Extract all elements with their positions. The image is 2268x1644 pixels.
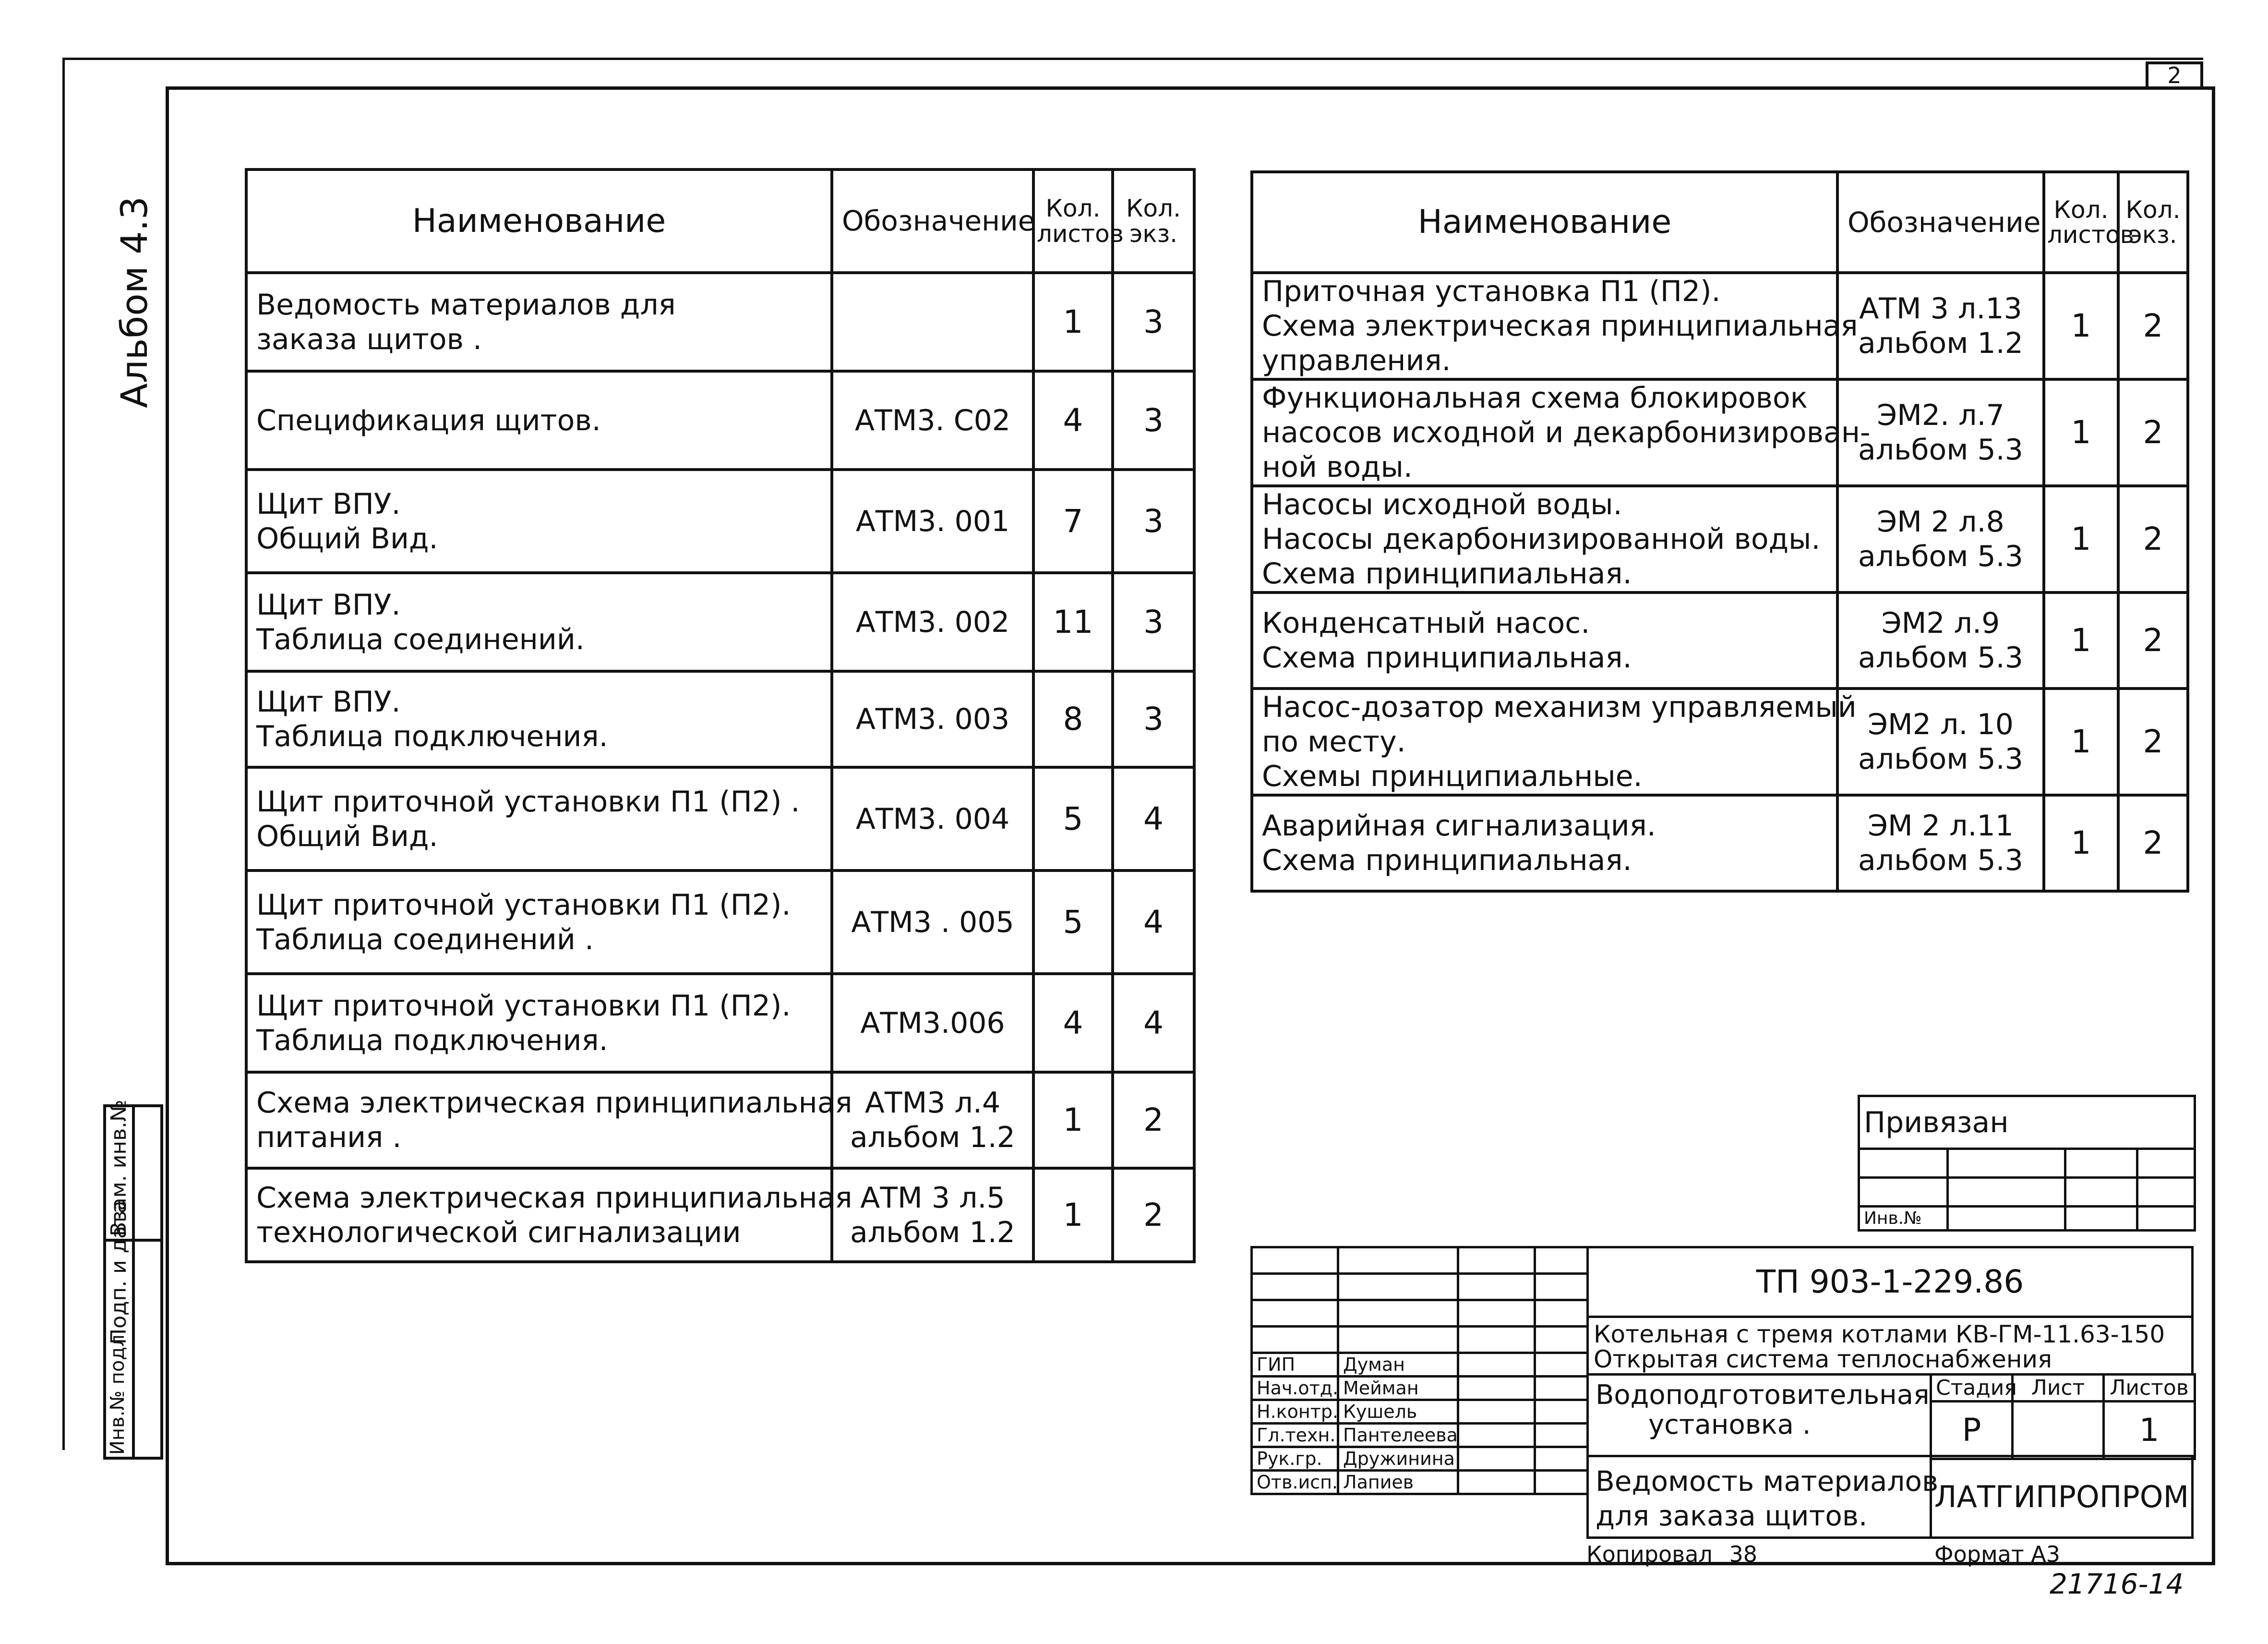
row-sheets: 1	[2044, 379, 2118, 486]
row-name-line: Таблица соединений.	[256, 622, 585, 656]
people-name: Мейман	[1338, 1377, 1458, 1400]
row-name	[246, 470, 832, 573]
doc-code-cell	[1586, 1246, 2194, 1318]
sheet-number: 2	[2167, 62, 2182, 88]
left-margin-line	[62, 58, 65, 1450]
row-copies: 3	[1113, 273, 1194, 371]
row-copies: 3	[1113, 470, 1194, 573]
right-col-sheets: Кол. листов	[2044, 172, 2118, 273]
left-col-code: Обозначение	[832, 169, 1033, 273]
stage-grid	[1930, 1373, 2196, 1460]
sheet-title-cell	[1586, 1455, 1939, 1539]
row-copies: 4	[1113, 767, 1194, 870]
row-code-line: АТМ3. 003	[855, 702, 1010, 736]
left-materials-table	[245, 168, 1196, 1263]
row-name-line: Схема принципиальная.	[1262, 641, 1632, 675]
row-code-line: АТМ3 . 005	[851, 905, 1014, 939]
row-sheets: 5	[1033, 767, 1113, 870]
row-name-line: Конденсатный насос.	[1262, 606, 1590, 640]
table-row	[246, 767, 1194, 870]
people-row	[1252, 1424, 1588, 1447]
row-code-line: ЭМ2 л.9	[1881, 606, 2000, 640]
album-label	[113, 196, 156, 408]
row-copies: 2	[1113, 1168, 1194, 1262]
row-code	[832, 1072, 1033, 1168]
row-code-line: АТМ3.006	[860, 1006, 1005, 1040]
row-name-line: Таблица соединений .	[256, 922, 594, 956]
row-code-line: ЭМ2 л. 10	[1868, 708, 2014, 741]
stage-label: Стадия	[1931, 1375, 2013, 1402]
people-signature	[1458, 1353, 1535, 1377]
row-code	[832, 870, 1033, 974]
project-cell	[1586, 1316, 2194, 1376]
row-name-line: Насосы декарбонизированной воды.	[1262, 522, 1821, 556]
row-copies: 2	[2118, 273, 2188, 379]
row-code-line: альбом 1.2	[850, 1121, 1015, 1154]
people-row	[1252, 1471, 1588, 1494]
row-name	[246, 573, 832, 671]
people-row	[1252, 1400, 1588, 1424]
people-name: Дружинина	[1338, 1447, 1458, 1471]
sheet-label: Лист	[2013, 1375, 2104, 1402]
row-code-line: альбом 5.3	[1858, 641, 2023, 675]
section-line-2: установка .	[1648, 1409, 1811, 1440]
left-col-copies: Кол. экз.	[1113, 169, 1194, 273]
row-name	[246, 671, 832, 767]
row-code	[1837, 273, 2044, 379]
row-code	[832, 371, 1033, 470]
people-date	[1535, 1447, 1588, 1471]
row-copies: 4	[1113, 870, 1194, 974]
table-row	[1252, 379, 2188, 486]
table-row	[246, 470, 1194, 573]
people-row	[1252, 1353, 1588, 1377]
album-label-text: Альбом 4.3	[113, 196, 156, 408]
row-copies: 2	[2118, 592, 2188, 689]
people-name: Думан	[1338, 1353, 1458, 1377]
table-row	[246, 371, 1194, 470]
row-name-line: Функциональная схема блокировок	[1262, 381, 1808, 415]
people-date	[1535, 1424, 1588, 1447]
format-text: Формат А3	[1934, 1541, 2060, 1567]
row-sheets: 4	[1033, 974, 1113, 1072]
table-row	[246, 1072, 1194, 1168]
row-copies: 2	[2118, 486, 2188, 592]
row-code-line: альбом 5.3	[1858, 433, 2023, 467]
copied-text: Копировал	[1586, 1541, 1713, 1567]
row-code-line: альбом 5.3	[1858, 540, 2023, 573]
replace-inv-text: Взам. инв.№	[107, 1100, 131, 1236]
row-name-line: Ведомость материалов для	[256, 288, 676, 322]
side-stamp-vdivider	[132, 1104, 135, 1460]
people-signature	[1458, 1471, 1535, 1494]
people-name: Лапиев	[1338, 1471, 1458, 1494]
row-name-line: Спецификация щитов.	[256, 403, 601, 437]
people-name: Пантелеева	[1338, 1424, 1458, 1447]
row-copies: 2	[2118, 689, 2188, 795]
copied-number: 38	[1729, 1541, 1757, 1567]
row-code	[832, 273, 1033, 371]
binding-box	[1858, 1095, 2196, 1232]
row-code	[832, 767, 1033, 870]
row-copies: 2	[2118, 379, 2188, 486]
sign-date-text: Подп. и дата	[107, 1200, 131, 1344]
top-border-line	[62, 58, 2203, 60]
org-name: ЛАТГИПРОПРОМ	[1934, 1479, 2189, 1514]
table-row	[1252, 592, 2188, 689]
row-name-line: Схема электрическая принципиальная	[256, 1181, 852, 1215]
row-copies: 2	[2118, 795, 2188, 891]
title-block	[1250, 1246, 2194, 1544]
table-row	[246, 1168, 1194, 1262]
people-signature	[1458, 1424, 1535, 1447]
row-code	[832, 974, 1033, 1072]
row-sheets: 5	[1033, 870, 1113, 974]
row-sheets: 1	[2044, 795, 2118, 891]
row-name	[1252, 689, 1857, 795]
row-name	[246, 1072, 852, 1168]
row-name	[246, 1168, 852, 1262]
row-code-line: ЭМ2. л.7	[1877, 399, 2004, 432]
people-role: Н.контр.	[1252, 1400, 1338, 1424]
right-col-copies: Кол. экз.	[2118, 172, 2188, 273]
row-name-line: насосов исходной и декарбонизирован-	[1262, 416, 1871, 449]
people-role: Нач.отд.	[1252, 1377, 1338, 1400]
row-copies: 3	[1113, 371, 1194, 470]
row-code-line: альбом 5.3	[1858, 742, 2023, 776]
section-line-1: Водоподготовительная	[1596, 1379, 1930, 1411]
people-date	[1535, 1377, 1588, 1400]
row-name	[246, 870, 832, 974]
row-code	[832, 1168, 1033, 1262]
row-name	[1252, 795, 1837, 891]
row-code-line: альбом 1.2	[1858, 326, 2023, 360]
row-code-line: АТМ 3 л.5	[860, 1181, 1005, 1215]
row-sheets: 1	[1033, 1072, 1113, 1168]
people-role: Гл.техн.	[1252, 1424, 1338, 1447]
row-sheets: 8	[1033, 671, 1113, 767]
row-copies: 4	[1113, 974, 1194, 1072]
table-row	[246, 671, 1194, 767]
sheet-number-box	[2146, 61, 2203, 89]
row-name	[246, 371, 832, 470]
row-name-line: Щит ВПУ.	[256, 487, 401, 521]
people-signature	[1458, 1400, 1535, 1424]
row-name-line: управления.	[1262, 344, 1451, 377]
row-name-line: Щит приточной установки П1 (П2).	[256, 989, 791, 1023]
row-name-line: Приточная установка П1 (П2).	[1262, 275, 1721, 308]
row-code-line: альбом 5.3	[1858, 844, 2023, 877]
people-row	[1252, 1377, 1588, 1400]
row-name-line: ной воды.	[1262, 450, 1413, 484]
row-name-line: Схема электрическая принципиальная	[256, 1086, 852, 1120]
table-row	[246, 974, 1194, 1072]
project-line-1: Котельная с тремя котлами КВ-ГМ-11.63-150	[1594, 1320, 2165, 1348]
inv-no-text: Инв.№ подл.	[107, 1328, 129, 1455]
row-sheets: 1	[2044, 486, 2118, 592]
section-cell	[1586, 1373, 1932, 1457]
people-date	[1535, 1353, 1588, 1377]
left-table-header	[246, 169, 1194, 273]
binding-title: Привязан	[1859, 1096, 2195, 1149]
row-name-line: Схемы принципиальные.	[1262, 760, 1643, 793]
sheets-label: Листов	[2104, 1375, 2195, 1402]
people-signature	[1458, 1447, 1535, 1471]
table-row	[246, 273, 1194, 371]
row-sheets: 1	[2044, 689, 2118, 795]
row-code	[1837, 795, 2044, 891]
row-code-line: АТМ3 л.4	[864, 1086, 1001, 1120]
row-name-line: Таблица подключения.	[256, 720, 608, 753]
row-name-line: Схема электрическая принципиальная	[1262, 309, 1858, 343]
row-code-line: АТМ3. 004	[855, 802, 1010, 836]
table-row	[1252, 486, 2188, 592]
row-name-line: Аварийная сигнализация.	[1262, 809, 1656, 843]
row-name-line: Общий Вид.	[256, 521, 438, 556]
row-name	[1252, 379, 1871, 486]
people-role: Рук.гр.	[1252, 1447, 1338, 1471]
side-stamp-inv	[107, 1329, 129, 1455]
table-row	[246, 573, 1194, 671]
people-signature	[1458, 1377, 1535, 1400]
row-sheets: 1	[1033, 273, 1113, 371]
sheet-title-line-1: Ведомость материалов	[1596, 1465, 1939, 1498]
row-copies: 3	[1113, 573, 1194, 671]
row-name-line: Щит приточной установки П1 (П2).	[256, 888, 791, 922]
row-name	[1252, 486, 1837, 592]
people-name: Кушель	[1338, 1400, 1458, 1424]
row-name-line: Насос-дозатор механизм управляемый	[1262, 690, 1857, 724]
people-role: ГИП	[1252, 1353, 1338, 1377]
side-stamp-sign	[107, 1200, 131, 1344]
row-sheets: 1	[2044, 273, 2118, 379]
right-col-name: Наименование	[1252, 172, 1837, 273]
row-name	[246, 767, 832, 870]
right-materials-table	[1250, 170, 2189, 893]
row-name-line: по месту.	[1262, 725, 1406, 759]
table-row	[1252, 689, 2188, 795]
row-code	[1837, 486, 2044, 592]
org-cell	[1930, 1455, 2194, 1539]
row-code	[832, 470, 1033, 573]
people-date	[1535, 1471, 1588, 1494]
sheet-title-line-2: для заказа щитов.	[1596, 1499, 1868, 1532]
row-sheets: 11	[1033, 573, 1113, 671]
people-role: Отв.исп.	[1252, 1471, 1338, 1494]
right-table-header	[1252, 172, 2188, 273]
row-copies: 3	[1113, 671, 1194, 767]
people-date	[1535, 1400, 1588, 1424]
row-code	[1837, 379, 2044, 486]
row-name	[246, 273, 832, 371]
right-col-code: Обозначение	[1837, 172, 2044, 273]
copied-label	[1586, 1541, 1757, 1567]
row-name	[246, 974, 832, 1072]
row-name-line: Схема принципиальная.	[1262, 557, 1632, 591]
row-name-line: Щит приточной установки П1 (П2) .	[256, 785, 800, 819]
sheets-value: 1	[2104, 1402, 2195, 1459]
footer-number-text: 21716-14	[2050, 1568, 2184, 1600]
row-name-line: Насосы исходной воды.	[1262, 488, 1622, 521]
row-copies: 2	[1113, 1072, 1194, 1168]
row-code-line: АТМ3. 001	[855, 504, 1010, 538]
row-sheets: 4	[1033, 371, 1113, 470]
row-code-line: АТМ 3 л.13	[1859, 292, 2022, 326]
row-code-line: ЭМ 2 л.8	[1877, 505, 2004, 539]
table-row	[246, 870, 1194, 974]
people-grid	[1250, 1246, 1589, 1495]
row-name-line: Щит ВПУ.	[256, 588, 401, 622]
binding-inv: Инв.№	[1859, 1207, 1948, 1231]
row-code-line: альбом 1.2	[850, 1215, 1015, 1249]
table-row	[1252, 273, 2188, 379]
project-line-2: Открытая система теплоснабжения	[1594, 1345, 2052, 1373]
format-label	[1934, 1541, 2060, 1567]
row-code	[1837, 592, 2044, 689]
row-code-line: ЭМ 2 л.11	[1868, 809, 2014, 843]
people-row	[1252, 1447, 1588, 1471]
row-sheets: 1	[2044, 592, 2118, 689]
row-sheets: 1	[1033, 1168, 1113, 1262]
row-code-line: АТМ3. 002	[855, 605, 1010, 639]
sheet-value	[2013, 1402, 2104, 1459]
row-name-line: Схема принципиальная.	[1262, 844, 1632, 877]
left-col-sheets: Кол. листов	[1033, 169, 1113, 273]
doc-code: ТП 903-1-229.86	[1756, 1263, 2024, 1300]
footer-number	[2050, 1568, 2184, 1600]
row-name	[1252, 273, 1858, 379]
row-name	[1252, 592, 1837, 689]
row-code	[1837, 689, 2044, 795]
row-name-line: питания .	[256, 1121, 402, 1154]
left-col-name: Наименование	[246, 169, 832, 273]
row-code	[832, 671, 1033, 767]
stage-value: Р	[1931, 1402, 2013, 1459]
row-code	[832, 573, 1033, 671]
row-name-line: Щит ВПУ.	[256, 685, 401, 719]
row-name-line: Таблица подключения.	[256, 1023, 608, 1057]
row-code-line: АТМ3. С02	[854, 403, 1011, 437]
row-sheets: 7	[1033, 470, 1113, 573]
table-row	[1252, 795, 2188, 891]
row-name-line: Общий Вид.	[256, 819, 438, 853]
row-name-line: технологической сигнализации	[256, 1215, 741, 1249]
row-name-line: заказа щитов .	[256, 322, 482, 356]
